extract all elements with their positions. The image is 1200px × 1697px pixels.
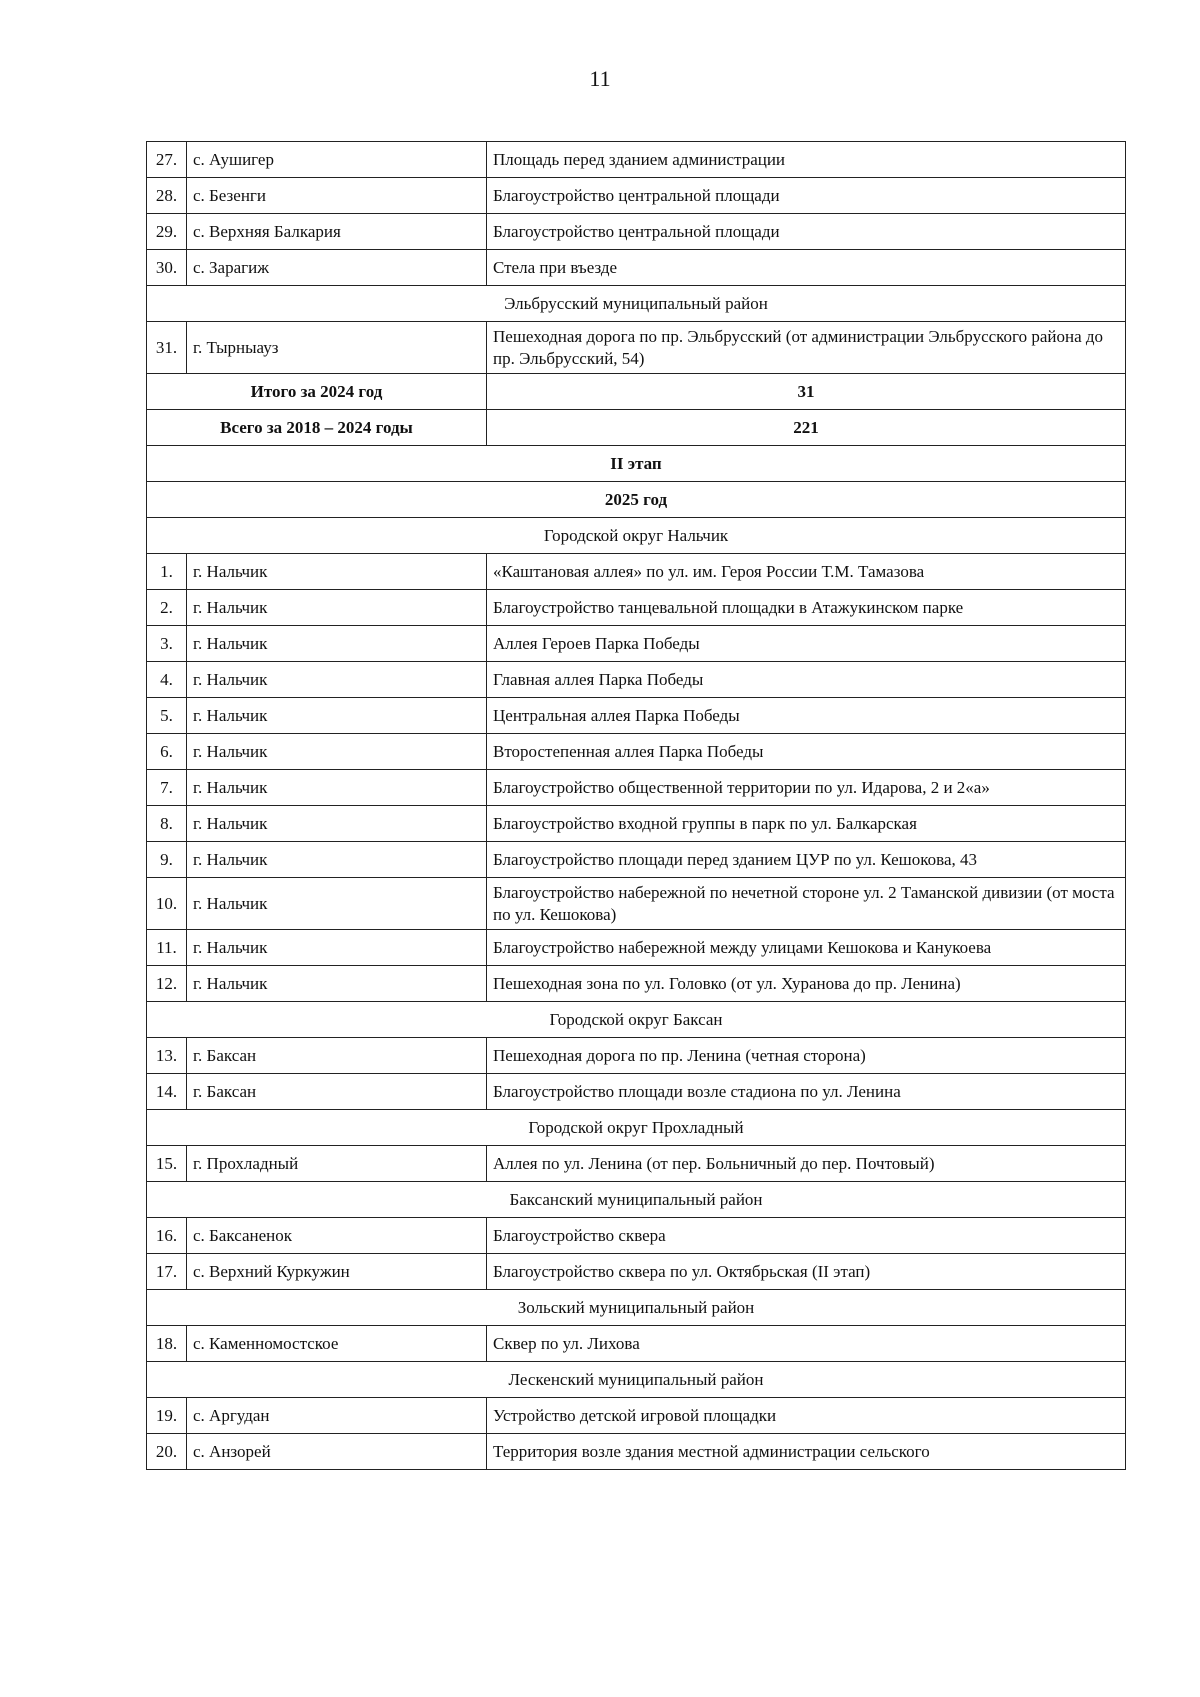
row-number: 3. (147, 626, 187, 662)
row-number: 2. (147, 590, 187, 626)
row-place: с. Аргудан (187, 1398, 487, 1434)
year-row (147, 482, 1126, 518)
table-row (147, 698, 1126, 734)
table-row (147, 626, 1126, 662)
table-row (147, 966, 1126, 1002)
table-row (147, 178, 1126, 214)
row-object: Благоустройство центральной площади (487, 178, 1126, 214)
stage-row (147, 446, 1126, 482)
row-place: г. Нальчик (187, 590, 487, 626)
section-title: Городской округ Прохладный (147, 1110, 1126, 1146)
row-place: г. Нальчик (187, 878, 487, 930)
row-object: «Каштановая аллея» по ул. им. Героя России Т.М. Тамазова (487, 554, 1126, 590)
row-number: 11. (147, 930, 187, 966)
row-number: 18. (147, 1326, 187, 1362)
row-object: Стела при въезде (487, 250, 1126, 286)
section-title: Зольский муниципальный район (147, 1290, 1126, 1326)
row-number: 12. (147, 966, 187, 1002)
table-row (147, 590, 1126, 626)
row-place: г. Нальчик (187, 554, 487, 590)
table-row (147, 1218, 1126, 1254)
section-row (147, 1002, 1126, 1038)
row-place: г. Прохладный (187, 1146, 487, 1182)
row-number: 16. (147, 1218, 187, 1254)
row-number: 31. (147, 322, 187, 374)
row-number: 19. (147, 1398, 187, 1434)
row-place: г. Нальчик (187, 930, 487, 966)
row-number: 1. (147, 554, 187, 590)
row-place: г. Нальчик (187, 806, 487, 842)
section-title: Городской округ Баксан (147, 1002, 1126, 1038)
row-number: 17. (147, 1254, 187, 1290)
row-object: Пешеходная дорога по пр. Ленина (четная сторона) (487, 1038, 1126, 1074)
total-label: Всего за 2018 – 2024 годы (147, 410, 487, 446)
row-place: с. Аушигер (187, 142, 487, 178)
row-place: с. Верхний Куркужин (187, 1254, 487, 1290)
row-place: г. Баксан (187, 1074, 487, 1110)
row-number: 14. (147, 1074, 187, 1110)
row-object: Сквер по ул. Лихова (487, 1326, 1126, 1362)
section-title: Эльбрусский муниципальный район (147, 286, 1126, 322)
row-object: Центральная аллея Парка Победы (487, 698, 1126, 734)
row-object: Благоустройство общественной территории по ул. Идарова, 2 и 2«а» (487, 770, 1126, 806)
row-object: Благоустройство набережной между улицами Кешокова и Канукоева (487, 930, 1126, 966)
row-number: 6. (147, 734, 187, 770)
row-number: 28. (147, 178, 187, 214)
total-row (147, 374, 1126, 410)
row-place: г. Нальчик (187, 662, 487, 698)
section-row (147, 1110, 1126, 1146)
row-number: 8. (147, 806, 187, 842)
row-number: 29. (147, 214, 187, 250)
table-row (147, 770, 1126, 806)
stage-title: II этап (147, 446, 1126, 482)
row-number: 30. (147, 250, 187, 286)
row-number: 15. (147, 1146, 187, 1182)
row-number: 20. (147, 1434, 187, 1470)
table-row (147, 842, 1126, 878)
row-place: г. Нальчик (187, 626, 487, 662)
row-object: Аллея по ул. Ленина (от пер. Больничный до пер. Почтовый) (487, 1146, 1126, 1182)
row-place: с. Баксаненок (187, 1218, 487, 1254)
section-row (147, 1182, 1126, 1218)
row-place: с. Зарагиж (187, 250, 487, 286)
row-place: г. Нальчик (187, 842, 487, 878)
year-title: 2025 год (147, 482, 1126, 518)
row-object: Главная аллея Парка Победы (487, 662, 1126, 698)
table-row (147, 1146, 1126, 1182)
row-number: 10. (147, 878, 187, 930)
row-object: Благоустройство сквера (487, 1218, 1126, 1254)
row-place: г. Тырныауз (187, 322, 487, 374)
table-row (147, 734, 1126, 770)
row-place: г. Нальчик (187, 966, 487, 1002)
row-object: Устройство детской игровой площадки (487, 1398, 1126, 1434)
section-row (147, 518, 1126, 554)
row-object: Пешеходная дорога по пр. Эльбрусский (от администрации Эльбрусского района до пр. Эльбрусский, 54) (487, 322, 1126, 374)
row-number: 9. (147, 842, 187, 878)
table-row (147, 1434, 1126, 1470)
row-number: 13. (147, 1038, 187, 1074)
page-number: 11 (589, 66, 611, 91)
row-object: Благоустройство танцевальной площадки в Атажукинском парке (487, 590, 1126, 626)
section-row (147, 1290, 1126, 1326)
total-value: 31 (487, 374, 1126, 410)
row-number: 4. (147, 662, 187, 698)
row-object: Аллея Героев Парка Победы (487, 626, 1126, 662)
section-title: Баксанский муниципальный район (147, 1182, 1126, 1218)
table-row (147, 250, 1126, 286)
table-row (147, 1326, 1126, 1362)
table-row (147, 930, 1126, 966)
row-object: Второстепенная аллея Парка Победы (487, 734, 1126, 770)
table-row (147, 1074, 1126, 1110)
row-object: Пешеходная зона по ул. Головко (от ул. Хуранова до пр. Ленина) (487, 966, 1126, 1002)
row-place: с. Каменномостское (187, 1326, 487, 1362)
total-value: 221 (487, 410, 1126, 446)
total-label: Итого за 2024 год (147, 374, 487, 410)
row-place: г. Баксан (187, 1038, 487, 1074)
row-object: Благоустройство площади перед зданием ЦУР по ул. Кешокова, 43 (487, 842, 1126, 878)
table-row (147, 1038, 1126, 1074)
row-object: Благоустройство входной группы в парк по ул. Балкарская (487, 806, 1126, 842)
section-row (147, 286, 1126, 322)
table-row (147, 142, 1126, 178)
row-place: г. Нальчик (187, 770, 487, 806)
row-object: Благоустройство сквера по ул. Октябрьская (II этап) (487, 1254, 1126, 1290)
row-place: г. Нальчик (187, 698, 487, 734)
table-row (147, 554, 1126, 590)
row-object: Благоустройство площади возле стадиона по ул. Ленина (487, 1074, 1126, 1110)
table-row (147, 662, 1126, 698)
section-title: Лескенский муниципальный район (147, 1362, 1126, 1398)
table-row (147, 214, 1126, 250)
table-row (147, 806, 1126, 842)
table-row (147, 878, 1126, 930)
table-row (147, 1398, 1126, 1434)
row-object: Территория возле здания местной администрации сельского (487, 1434, 1126, 1470)
row-place: г. Нальчик (187, 734, 487, 770)
table-row (147, 1254, 1126, 1290)
row-place: с. Верхняя Балкария (187, 214, 487, 250)
row-place: с. Безенги (187, 178, 487, 214)
table-row (147, 322, 1126, 374)
section-title: Городской округ Нальчик (147, 518, 1126, 554)
row-number: 7. (147, 770, 187, 806)
row-number: 5. (147, 698, 187, 734)
section-row (147, 1362, 1126, 1398)
row-object: Благоустройство центральной площади (487, 214, 1126, 250)
row-object: Площадь перед зданием администрации (487, 142, 1126, 178)
total-row (147, 410, 1126, 446)
row-place: с. Анзорей (187, 1434, 487, 1470)
row-object: Благоустройство набережной по нечетной стороне ул. 2 Таманской дивизии (от моста по ул. Кешокова) (487, 878, 1126, 930)
objects-table (146, 141, 1126, 1470)
row-number: 27. (147, 142, 187, 178)
